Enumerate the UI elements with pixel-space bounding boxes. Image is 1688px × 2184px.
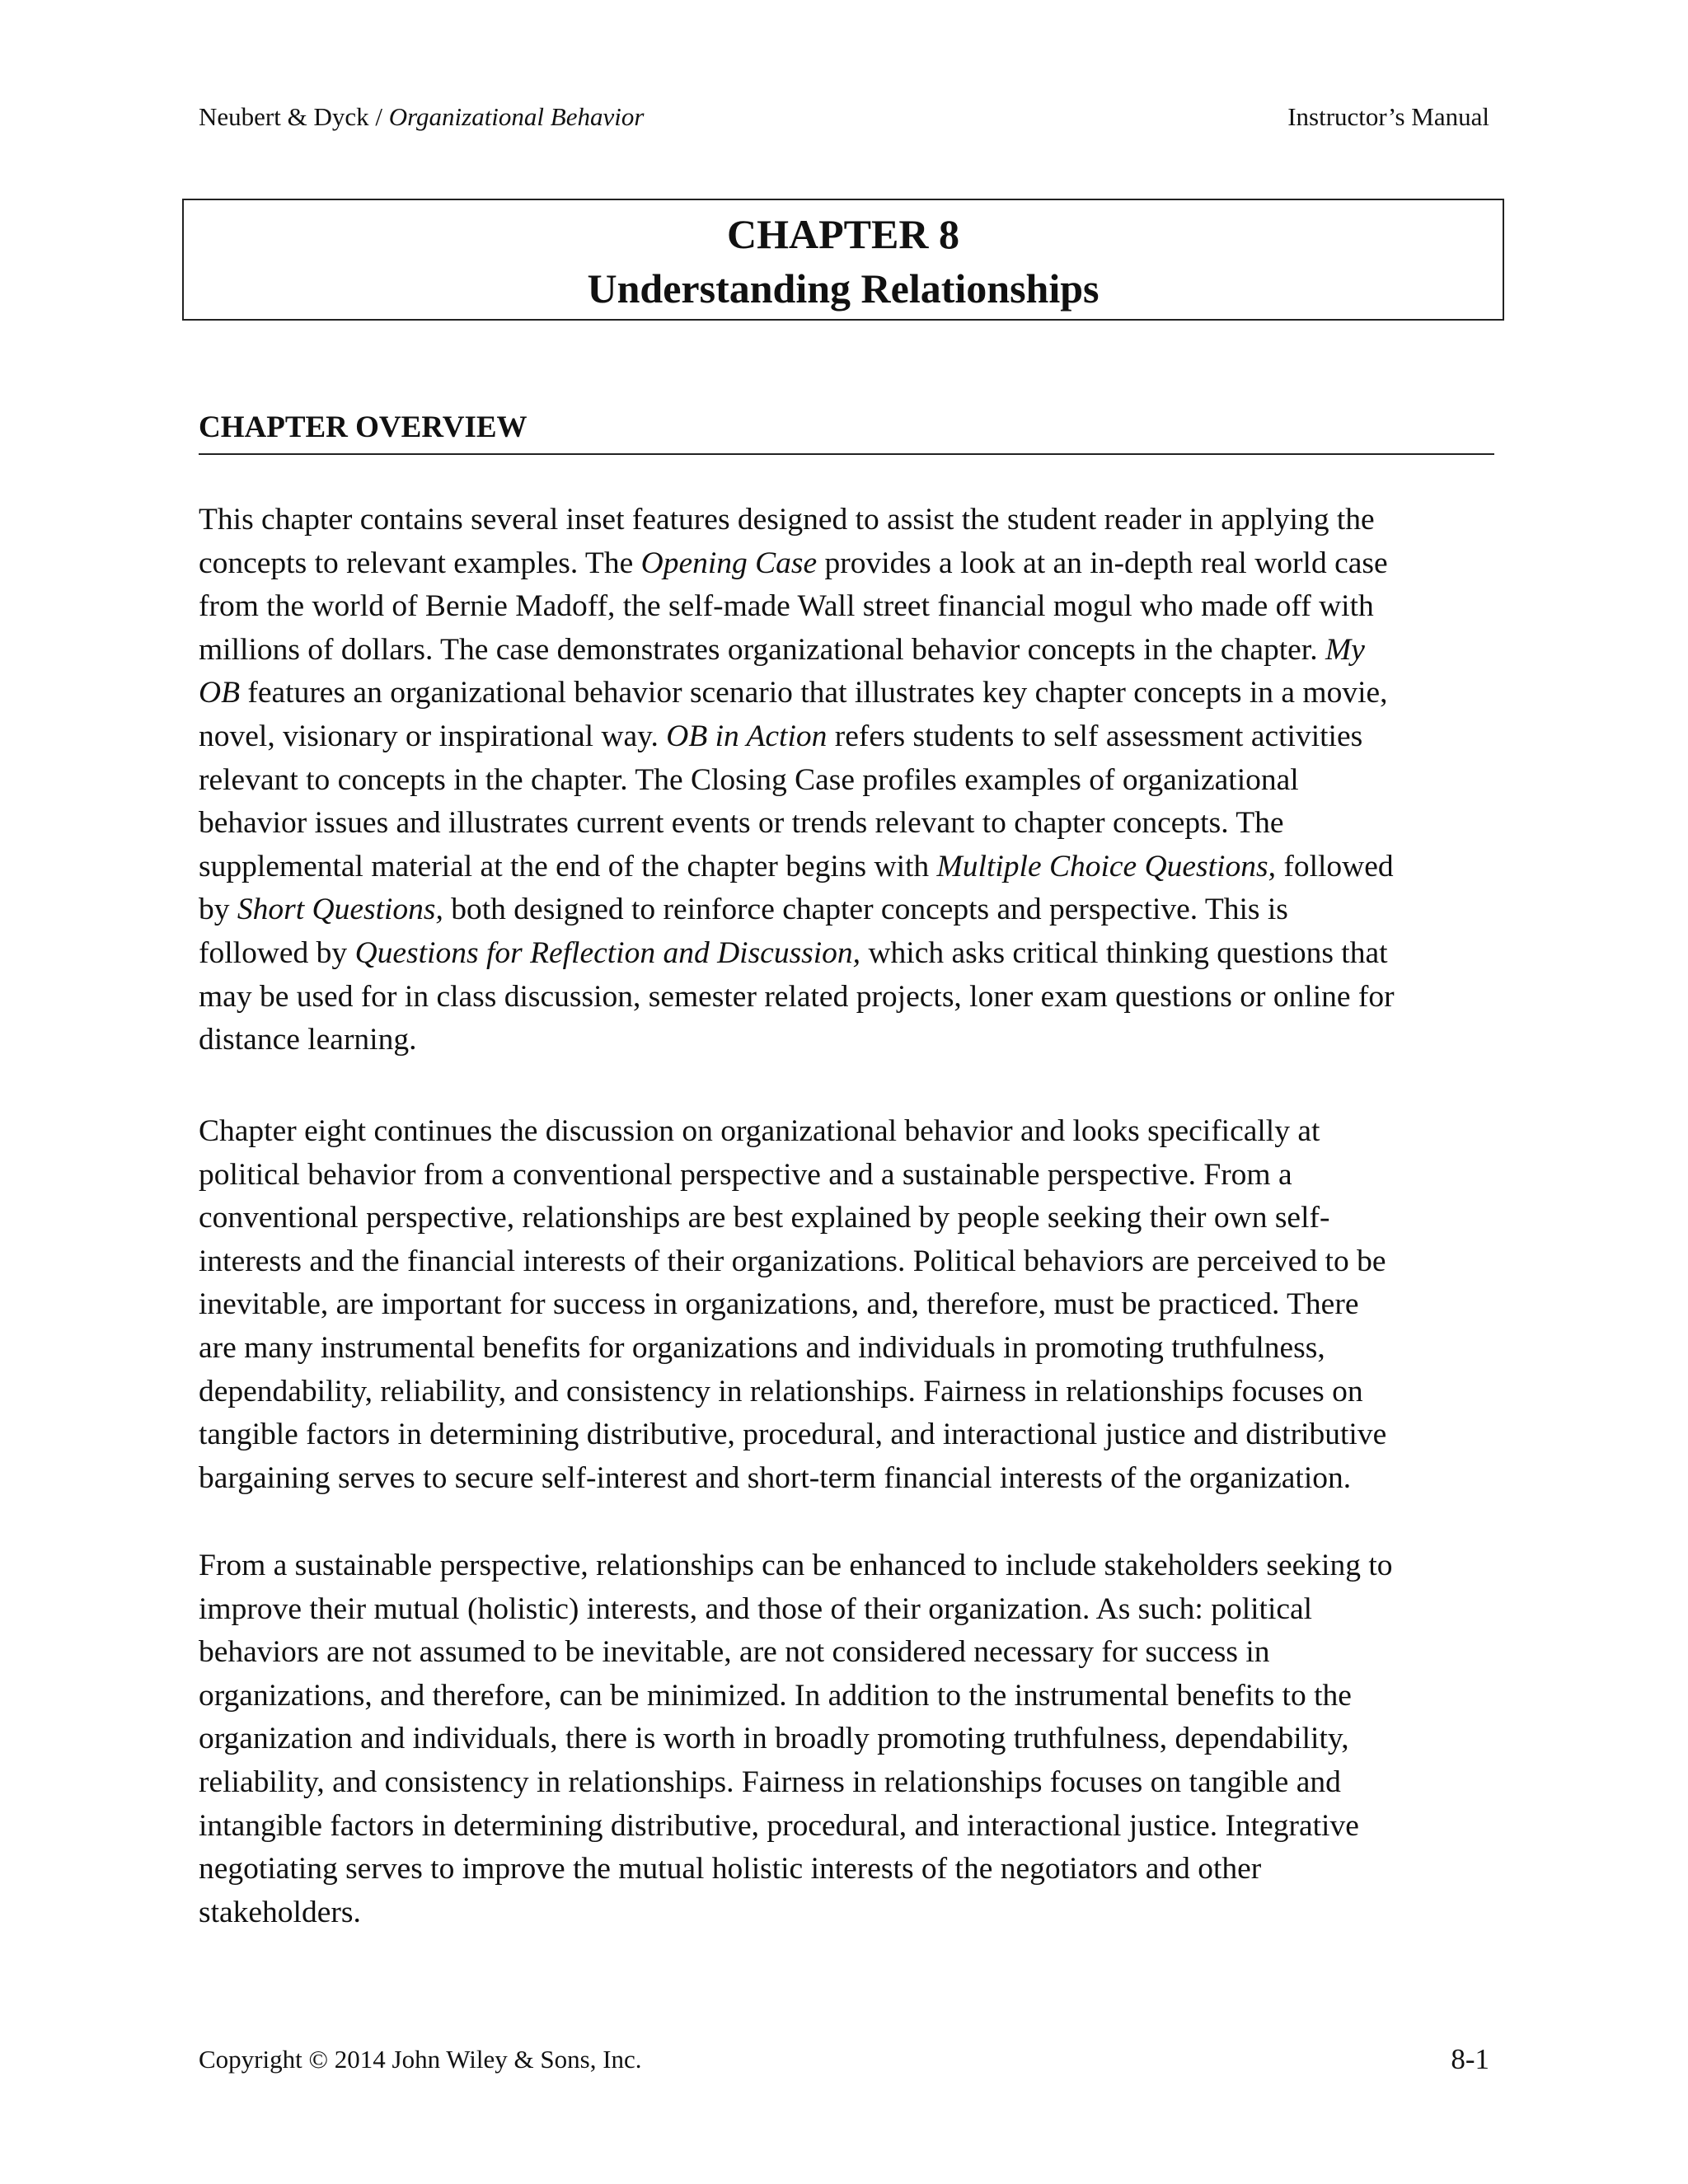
text-line: tangible factors in determining distributive, procedural, and interactional justice and distributive bbox=[199, 1418, 1387, 1452]
text-line: negotiating serves to improve the mutual holistic interests of the negotiators and other bbox=[199, 1852, 1262, 1886]
text-line: political behavior from a conventional perspective and a sustainable perspective. From a bbox=[199, 1157, 1292, 1192]
italic-run: OB bbox=[199, 676, 240, 710]
text-line: intangible factors in determining distributive, procedural, and interactional justice. Integrative bbox=[199, 1808, 1359, 1843]
text-run: by bbox=[199, 893, 237, 927]
page-number: 8-1 bbox=[1451, 2043, 1489, 2075]
text-line: distance learning. bbox=[199, 1023, 417, 1057]
header-authors: Neubert & Dyck / bbox=[199, 102, 389, 131]
text-line: reliability, and consistency in relationships. Fairness in relationships focuses on tangible and bbox=[199, 1765, 1341, 1799]
text-line bbox=[199, 672, 1517, 715]
section-heading: CHAPTER OVERVIEW bbox=[199, 405, 1494, 455]
text-run: novel, visionary or inspirational way. bbox=[199, 719, 667, 753]
text-run: millions of dollars. The case demonstrates organizational behavior concepts in the chapter. bbox=[199, 632, 1325, 667]
text-line: behavior issues and illustrates current events or trends relevant to chapter concepts. The bbox=[199, 806, 1284, 841]
italic-run: Opening Case bbox=[640, 546, 818, 580]
italic-run: Questions for Reflection and Discussion, bbox=[354, 935, 861, 970]
text-line: may be used for in class discussion, semester related projects, loner exam questions or online for bbox=[199, 979, 1395, 1014]
text-line bbox=[199, 932, 1517, 976]
text-line: stakeholders. bbox=[199, 1895, 361, 1929]
chapter-title-box bbox=[182, 199, 1504, 321]
footer-copyright: Copyright © 2014 John Wiley & Sons, Inc. bbox=[199, 2045, 642, 2074]
text-run: which asks critical thinking questions that bbox=[860, 935, 1388, 970]
text-line: behaviors are not assumed to be inevitable, are not considered necessary for success in bbox=[199, 1635, 1270, 1670]
text-line bbox=[199, 846, 1517, 889]
text-line: are many instrumental benefits for organizations and individuals in promoting truthfulness, bbox=[199, 1330, 1325, 1365]
text-run: supplemental material at the end of the chapter begins with bbox=[199, 849, 937, 883]
overview-paragraph-3 bbox=[199, 1544, 1517, 1934]
text-line: dependability, reliability, and consistency in relationships. Fairness in relationships focuses on bbox=[199, 1374, 1363, 1408]
text-line: This chapter contains several inset features designed to assist the student reader in applying the bbox=[199, 503, 1375, 537]
text-line: Chapter eight continues the discussion on organizational behavior and looks specifically at bbox=[199, 1114, 1320, 1148]
text-line: organization and individuals, there is worth in broadly promoting truthfulness, dependability, bbox=[199, 1722, 1349, 1756]
text-line: bargaining serves to secure self-interest and short-term financial interests of the organization. bbox=[199, 1460, 1352, 1495]
italic-run: Multiple Choice Questions, bbox=[936, 849, 1276, 883]
header-source bbox=[199, 97, 644, 137]
text-line: From a sustainable perspective, relationships can be enhanced to include stakeholders seeking to bbox=[199, 1549, 1393, 1582]
text-run: provides a look at an in-depth real world case bbox=[817, 546, 1388, 580]
text-line: conventional perspective, relationships are best explained by people seeking their own self- bbox=[199, 1201, 1330, 1235]
text-line: organizations, and therefore, can be minimized. In addition to the instrumental benefits to the bbox=[199, 1678, 1352, 1713]
text-line: from the world of Bernie Madoff, the self-made Wall street financial mogul who made off with bbox=[199, 589, 1374, 624]
chapter-number: CHAPTER 8 bbox=[727, 211, 959, 257]
overview-paragraph-1 bbox=[199, 499, 1517, 1062]
text-line bbox=[199, 542, 1517, 586]
text-run: concepts to relevant examples. The bbox=[199, 546, 641, 580]
text-line bbox=[199, 715, 1517, 759]
italic-run: OB in Action bbox=[666, 719, 828, 753]
header-book-title: Organizational Behavior bbox=[388, 102, 645, 131]
text-line bbox=[199, 888, 1517, 932]
chapter-title: Understanding Relationships bbox=[587, 265, 1100, 312]
text-run: followed by bbox=[199, 935, 355, 970]
text-line: interests and the financial interests of their organizations. Political behaviors are perceived to be bbox=[199, 1244, 1386, 1278]
text-run: features an organizational behavior scenario that illustrates key chapter concepts in a movie, bbox=[240, 676, 1388, 710]
text-line: improve their mutual (holistic) interests, and those of their organization. As such: political bbox=[199, 1591, 1313, 1626]
text-run: refers students to self assessment activities bbox=[827, 719, 1363, 753]
text-run: both designed to reinforce chapter concepts and perspective. This is bbox=[443, 893, 1288, 927]
text-line: relevant to concepts in the chapter. The Closing Case profiles examples of organizational bbox=[199, 762, 1299, 797]
text-line: inevitable, are important for success in organizations, and, therefore, must be practiced. There bbox=[199, 1287, 1359, 1322]
page-header bbox=[199, 97, 1489, 137]
italic-run: Short Questions, bbox=[237, 893, 443, 927]
text-line bbox=[199, 629, 1517, 673]
header-manual: Instructor’s Manual bbox=[1287, 102, 1489, 131]
page-footer bbox=[199, 2039, 1489, 2080]
italic-run: My bbox=[1325, 632, 1365, 667]
overview-paragraph-2 bbox=[199, 1110, 1517, 1500]
text-run: followed bbox=[1275, 849, 1394, 883]
